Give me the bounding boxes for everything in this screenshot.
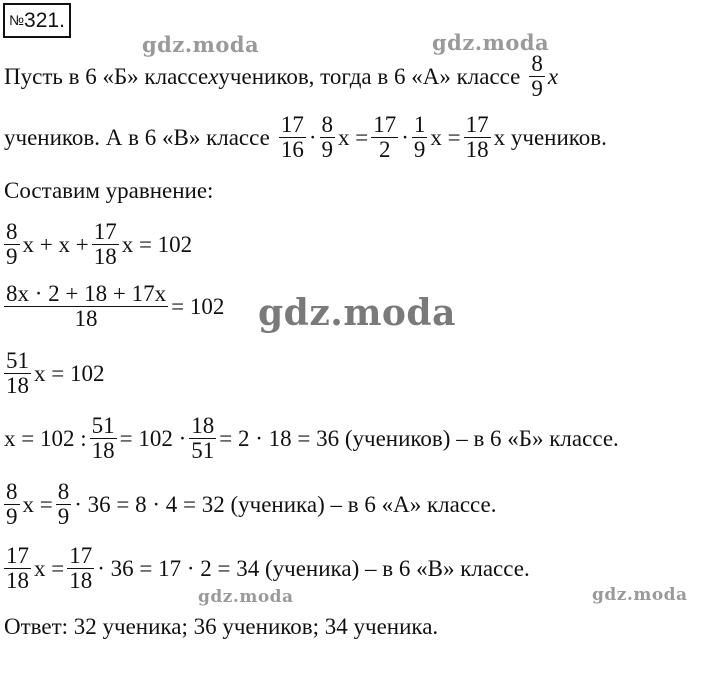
fraction: $\frac{17}{18}$ [6, 543, 29, 594]
equation-1: $\frac{8}{9}$ x + x + $\frac{17}{18}$ x = 102 [6, 219, 193, 270]
fraction: $\frac{17}{18}$ [69, 543, 93, 594]
fraction: $\frac{17}{16}$ [280, 112, 304, 163]
fraction: $\frac{8}{9}$ [6, 479, 18, 530]
equation-4: x = 102 : $\frac{51}{18}$ = 102 · $\frac{18}{51}$ = 2 · 18 = 36 (учеников) – в 6 «Б» классе. [4, 413, 619, 464]
fraction: $\frac{8}{9}$ [6, 219, 18, 270]
fraction: $\frac{8}{9}$ [531, 51, 543, 102]
watermark: gdz.moda [142, 32, 260, 57]
fraction: $\frac{8}{9}$ [321, 112, 334, 163]
fraction: $\frac{18}{51}$ [191, 413, 215, 464]
fraction: $\frac{8x \cdot 2 + 18 + 17x}{18}$ [6, 281, 167, 332]
problem-number: №321. [3, 3, 71, 38]
fraction: $\frac{51}{18}$ [6, 348, 29, 399]
watermark: gdz.moda [198, 587, 294, 607]
watermark: gdz.moda [432, 30, 550, 55]
equation-2: $\frac{8x \cdot 2 + 18 + 17x}{18}$ = 102 [6, 281, 225, 332]
fraction: $\frac{17}{18}$ [93, 219, 117, 270]
fraction: $\frac{51}{18}$ [91, 413, 115, 464]
fraction: $\frac{8}{9}$ [57, 479, 70, 530]
equation-6: $\frac{17}{18}$ x = $\frac{17}{18}$ · 36 = 17 · 2 = 34 (ученика) – в 6 «В» классе. [6, 543, 530, 594]
fraction: $\frac{1}{9}$ [413, 112, 426, 163]
fraction: $\frac{17}{2}$ [373, 112, 397, 163]
watermark: gdz.moda [258, 292, 456, 334]
fraction: $\frac{17}{18}$ [465, 112, 489, 163]
equation-5: $\frac{8}{9}$ x = $\frac{8}{9}$ · 36 = 8 · 4 = 32 (ученика) – в 6 «А» классе. [6, 479, 497, 530]
answer-line: Ответ: 32 ученика; 36 учеников; 34 ученика. [4, 614, 439, 639]
equation-3: $\frac{51}{18}$ x = 102 [6, 348, 105, 399]
watermark: gdz.moda [592, 585, 688, 605]
text-line-3: Составим уравнение: [4, 178, 214, 203]
text-line-2: учеников. А в 6 «В» классе $\frac{17}{16}$ · $\frac{8}{9}$ x = $\frac{17}{2}$ · $\frac{1}{9}$ x = $\frac{17}{18}$ x учеников. [4, 112, 607, 163]
text-line-1: Пусть в 6 «Б» классе x учеников, тогда в 6 «А» классе $\frac{8}{9}$ x [4, 51, 559, 102]
